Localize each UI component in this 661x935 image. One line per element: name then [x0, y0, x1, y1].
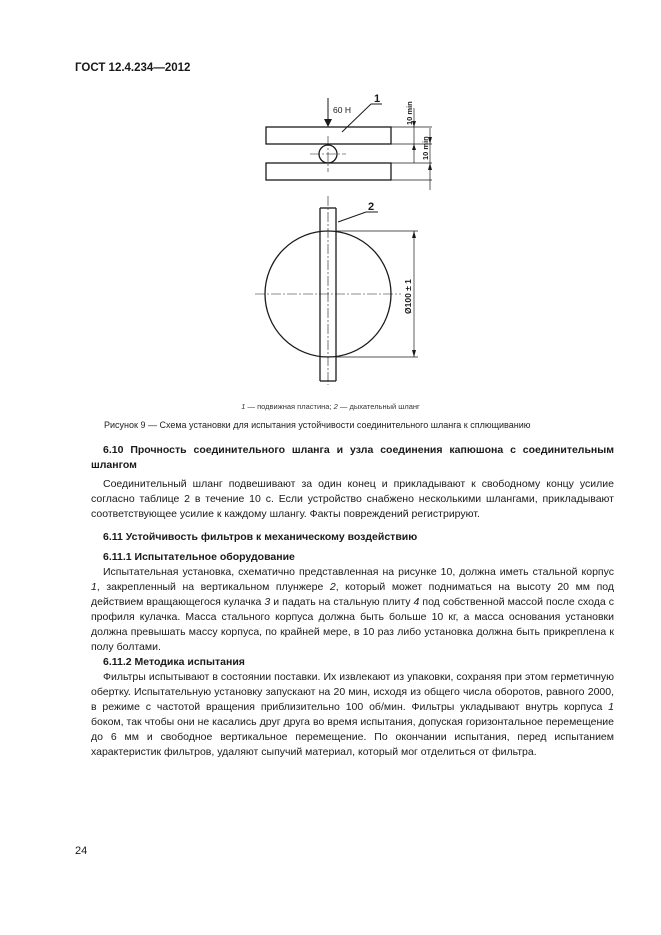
document-header: ГОСТ 12.4.234—2012 [75, 62, 191, 74]
section-6-11-2-text: Фильтры испытывают в состоянии поставки. Их извлекают из упаковки, сохраняя при этом герметичную обертку. Испытательную установку запускают на 20 мин, исходя из общего числа оборотов, равного 2000, в режиме с частотой вращения приблизительно 100 об/мин. Фильтры укладывают внутрь корпуса 1 боком, так чтобы они не касались друг друга во время испытания, допуская горизонтальное перемещение до 6 мм и свободное вертикальное перемещение. По окончании испытания, перед испытанием характеристик фильтров, удаляют сыпучий материал, который мог отделиться от фильтра. [91, 671, 614, 758]
legend-text-1: — подвижная пластина; [245, 402, 334, 411]
legend-text-2: — дыхательный шланг [337, 402, 420, 411]
dim-gap: 10 min [421, 136, 430, 160]
dim-diameter: Ø100 ± 1 [403, 279, 413, 314]
callout-2: 2 [368, 201, 375, 213]
legend-num-2: 2 [333, 402, 338, 411]
section-6-11-1-heading: 6.11.1 Испытательное оборудование [103, 551, 295, 563]
section-6-11-2-heading: 6.11.2 Методика испытания [103, 656, 245, 668]
section-6-10-heading: 6.10 Прочность соединительного шланга и узла соединения капюшона с соединительным шлангом [91, 444, 614, 471]
section-6-10-text: Соединительный шланг подвешивают за один конец и прикладывают к свободному концу усилие согласно таблице 2 в течение 10 с. Если устройство снабжено несколькими шлангами, прикладывают соответствующее усилие к каждому шлангу. Факты повреждений регистрируют. [91, 478, 614, 520]
dim-top: 10 min [405, 101, 414, 125]
lower-plate [266, 163, 391, 180]
force-label: 60 Н [333, 105, 351, 115]
figure-legend [0, 402, 661, 411]
page-number: 24 [75, 845, 88, 857]
section-6-11 [91, 530, 614, 760]
figure-9-diagram [250, 90, 450, 390]
movable-plate [266, 127, 391, 144]
section-6-11-1-text: Испытательная установка, схематично представленная на рисунке 10, должна иметь стальной корпус 1, закрепленный на вертикальном плунжере 2, который может подниматься на высоту 20 мм под действием вращающегося кулачка 3 и падать на стальную плиту 4 под собственной массой после схода с профиля кулачка. Масса стального корпуса должна быть больше 10 кг, а масса основания установки должна превышать массу корпуса, по крайней мере, в 10 раз либо установка должна быть прикреплена к полу болтами. [91, 566, 614, 653]
section-6-11-heading: 6.11 Устойчивость фильтров к механическому воздействию [103, 531, 418, 543]
legend-num-1: 1 [241, 402, 246, 411]
figure-caption: Рисунок 9 — Схема установки для испытания устойчивости соединительного шланга к сплющиванию [104, 420, 531, 430]
callout-1: 1 [374, 93, 381, 105]
section-6-10 [91, 443, 614, 522]
